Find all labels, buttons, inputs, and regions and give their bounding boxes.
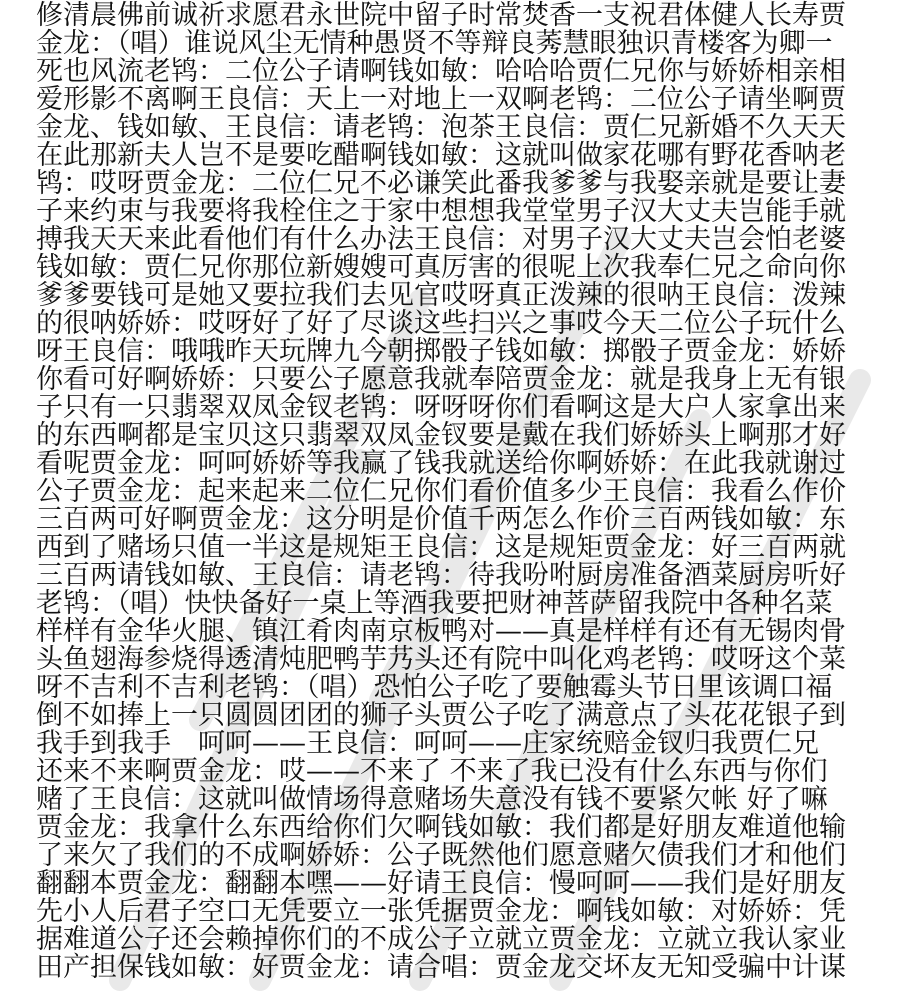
text-line: 了来欠了我们的不成啊娇娇：公子既然他们愿意赌欠债我们才和他们 (36, 840, 846, 871)
text-line: 的东西啊都是宝贝这只翡翠双凤金钗要是戴在我们娇娇头上啊那才好 (36, 420, 846, 451)
text-line: 搏我天天来此看他们有什么办法王良信：对男子汉大丈夫岂会怕老婆 (36, 224, 846, 255)
script-text-block (36, 2, 876, 982)
text-line: 先小人后君子空口无凭要立一张凭据贾金龙：啊钱如敏：对娇娇：凭 (36, 896, 846, 927)
text-line: 三百两请钱如敏、王良信：请老鸨：待我吩咐厨房准备酒菜厨房听好 (36, 560, 846, 591)
text-line: 你看可好啊娇娇：只要公子愿意我就奉陪贾金龙：就是我身上无有银 (36, 364, 846, 395)
text-line: 头鱼翅海参烧得透清炖肥鸭芋艿头还有院中叫化鸡老鸨：哎呀这个菜 (36, 644, 846, 675)
text-line: 赌了王良信：这就叫做情场得意赌场失意没有钱不要紧欠帐 好了嘛 (36, 784, 828, 815)
text-line: 田产担保钱如敏：好贾金龙：请合唱：贾金龙交坏友无知受骗中计谋 (36, 952, 846, 983)
text-line: 爱形影不离啊王良信：天上一对地上一双啊老鸨：二位公子请坐啊贾 (36, 84, 846, 115)
text-line: 的很呐娇娇：哎呀好了好了尽谈这些扫兴之事哎今天二位公子玩什么 (36, 308, 846, 339)
text-line: 钱如敏：贾仁兄你那位新嫂嫂可真厉害的很呢上次我奉仁兄之命向你 (36, 252, 846, 283)
text-line: 金龙：（唱）谁说风尘无情种愚贤不等辩良莠慧眼独识青楼客为卿一 (36, 28, 833, 59)
text-line: 公子贾金龙：起来起来二位仁兄你们看价值多少王良信：我看么作价 (36, 476, 846, 507)
text-line: 呀王良信：哦哦昨天玩牌九今朝掷骰子钱如敏：掷骰子贾金龙：娇娇 (36, 336, 846, 367)
text-line: 贾金龙：我拿什么东西给你们欠啊钱如敏：我们都是好朋友难道他输 (36, 812, 846, 843)
text-line: 我手到我手 呵呵——王良信：呵呵——庄家统赔金钗归我贾仁兄 (36, 728, 819, 759)
text-line: 看呢贾金龙：呵呵娇娇等我赢了钱我就送给你啊娇娇：在此我就谢过 (36, 448, 846, 479)
text-line: 呀不吉利不吉利老鸨：（唱）恐怕公子吃了要触霉头节日里该调口福 (36, 672, 833, 703)
text-line: 鸨：哎呀贾金龙：二位仁兄不必谦笑此番我爹爹与我娶亲就是要让妻 (36, 168, 846, 199)
text-line: 据难道公子还会赖掉你们的不成公子立就立贾金龙：立就立我认家业 (36, 924, 846, 955)
text-line: 西到了赌场只值一半这是规矩王良信：这是规矩贾金龙：好三百两就 (36, 532, 846, 563)
text-line: 子只有一只翡翠双凤金钗老鸨：呀呀呀你们看啊这是大户人家拿出来 (36, 392, 846, 423)
text-line: 样样有金华火腿、镇江肴肉南京板鸭对——真是样样有还有无锡肉骨 (36, 616, 846, 647)
text-line: 爹爹要钱可是她又要拉我们去见官哎呀真正泼辣的很呐王良信：泼辣 (36, 280, 846, 311)
text-line: 金龙、钱如敏、王良信：请老鸨：泡茶王良信：贾仁兄新婚不久天天 (36, 112, 846, 143)
text-line: 倒不如捧上一只圆圆团团的狮子头贾公子吃了满意点了头花花银子到 (36, 700, 846, 731)
text-line: 在此那新夫人岂不是要吃醋啊钱如敏：这就叫做家花哪有野花香呐老 (36, 140, 846, 171)
text-line: 修清晨佛前诚祈求愿君永世院中留子时常焚香一支祝君体健人长寿贾 (36, 0, 846, 31)
text-line: 死也风流老鸨：二位公子请啊钱如敏：哈哈哈贾仁兄你与娇娇相亲相 (36, 56, 846, 87)
text-line: 子来约束与我要将我栓住之于家中想想我堂堂男子汉大丈夫岂能手就 (36, 196, 846, 227)
text-line: 三百两可好啊贾金龙：这分明是价值千两怎么作价三百两钱如敏：东 (36, 504, 846, 535)
text-line: 还来不来啊贾金龙：哎——不来了 不来了我已没有什么东西与你们 (36, 756, 828, 787)
text-line: 翻翻本贾金龙：翻翻本嘿——好请王良信：慢呵呵——我们是好朋友 (36, 868, 846, 899)
text-line: 老鸨：（唱）快快备好一桌上等酒我要把财神菩萨留我院中各种名菜 (36, 588, 833, 619)
